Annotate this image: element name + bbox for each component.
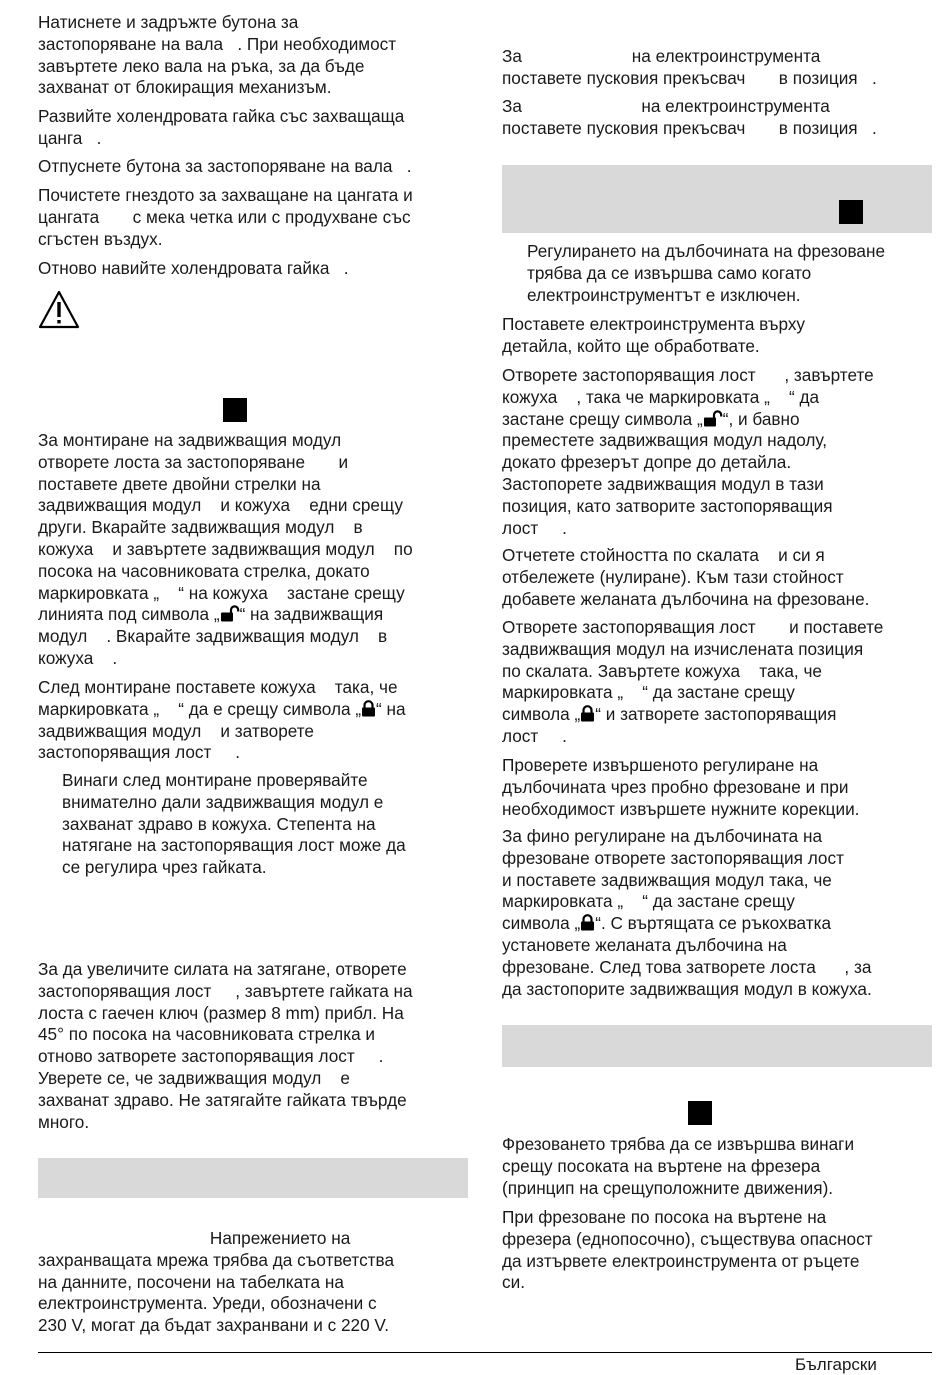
- text-line: по скалата. Завъртете кожуха така, че: [502, 660, 822, 681]
- text-line: цангата с мека четка или с продухване със: [38, 206, 411, 227]
- footer-language: Български: [795, 1355, 877, 1374]
- text-line: си.: [502, 1272, 525, 1293]
- text-line: маркировката „ “ да е срещу символа „ “ на: [38, 698, 406, 719]
- text-line: 230 V, могат да бъдат захранвани и с 220 V.: [38, 1315, 390, 1336]
- text-line: застане срещу символа „ “, и бавно: [502, 408, 800, 429]
- text-line: задвижващия модул и кожуха едни срещу: [38, 495, 403, 516]
- paragraph-switch-off: [502, 96, 877, 140]
- section-heading-band: [502, 1025, 932, 1067]
- text-line: маркировката „ “ на кожуха застане срещу: [38, 582, 405, 603]
- text-line: фрезера (еднопосочно), съществува опасност: [502, 1228, 873, 1249]
- text-line: Напрежението на: [38, 1228, 351, 1248]
- lock-open-icon: [703, 410, 723, 427]
- text-line: други. Вкарайте задвижващия модул в: [38, 517, 363, 538]
- text-line: детайла, който ще обработвате.: [502, 335, 760, 356]
- figure-marker-square: [223, 398, 247, 422]
- text-line: внимателно дали задвижващия модул е: [62, 791, 384, 812]
- text-line: Фрезоването трябва да се извършва винаги: [502, 1134, 855, 1154]
- paragraph-set-position: [502, 617, 883, 748]
- text-line: Застопорете задвижващия модул в тази: [502, 473, 824, 494]
- text-line: линията под символа „ “ на задвижващия: [38, 604, 384, 625]
- text-line: завъртете леко вала на ръка, за да бъде: [38, 55, 365, 76]
- paragraph-place-tool: [502, 314, 805, 358]
- text-line: За монтиране на задвижващия модул: [38, 430, 342, 450]
- paragraph-read-scale: [502, 545, 869, 610]
- text-line: срещу посоката на въртене на фрезера: [502, 1155, 821, 1176]
- text-line: кожуха и завъртете задвижващия модул по: [38, 538, 413, 559]
- lock-closed-icon: [361, 700, 376, 717]
- text-line: захванат здраво в кожуха. Степента на: [62, 813, 376, 834]
- text-line: трябва да се извършва само когато: [527, 262, 812, 283]
- paragraph-open-lever: [502, 365, 874, 539]
- lock-open-icon: [220, 605, 240, 622]
- text-line: кожуха .: [38, 647, 118, 668]
- text-line: на данните, посочени на табелката на: [38, 1271, 344, 1292]
- text-line: лоста с гаечен ключ (размер 8 mm) прибл. На: [38, 1002, 404, 1023]
- text-line: отбележете (нулиране). Към тази стойност: [502, 566, 844, 587]
- text-line: модул . Вкарайте задвижващия модул в: [38, 626, 388, 647]
- text-line: При фрезоване по посока на въртене на: [502, 1207, 827, 1227]
- text-line: Натиснете и задръжте бутона за: [38, 12, 299, 32]
- text-line: докато фрезерът допре до детайла.: [502, 452, 792, 473]
- paragraph-fine-adjust: [502, 826, 872, 1000]
- paragraph-shaft-lock: [38, 12, 396, 99]
- text-line: Отпуснете бутона за застопоряване на вала .: [38, 156, 412, 176]
- paragraph-increase-force: [38, 959, 413, 1133]
- text-line: електроинструмента. Уреди, обозначени с: [38, 1293, 377, 1314]
- paragraph-depth-note: [527, 241, 885, 306]
- text-line: натягане на застопоряващия лост може да: [62, 835, 406, 856]
- text-line: застопоряване на вала . При необходимост: [38, 33, 397, 54]
- footer-rule: [38, 1352, 932, 1353]
- lock-closed-icon: [580, 705, 595, 722]
- text-line: много.: [38, 1111, 90, 1132]
- text-line: За на електроинструмента: [502, 96, 830, 116]
- paragraph-union-nut: [38, 106, 404, 150]
- text-line: Регулирането на дълбочината на фрезоване: [527, 241, 886, 261]
- text-line: електроинструментът е изключен.: [527, 284, 801, 305]
- text-line: За на електроинструмента: [502, 46, 821, 66]
- paragraph-milling-direction: [502, 1134, 854, 1199]
- text-line: да изтървете електроинструмента от ръцете: [502, 1250, 860, 1271]
- text-line: маркировката „ “ да застане срещу: [502, 891, 795, 912]
- text-line: необходимост извършете нужните корекции.: [502, 798, 860, 819]
- text-line: захранващата мрежа трябва да съответства: [38, 1249, 395, 1270]
- text-line: позиция, като затворите застопоряващия: [502, 495, 833, 516]
- lock-closed-icon: [580, 914, 595, 931]
- text-line: се регулира чрез гайката.: [62, 857, 267, 878]
- paragraph-after-mount: [38, 677, 406, 764]
- text-line: сгъстен въздух.: [38, 228, 163, 249]
- warning-triangle-icon: [38, 290, 80, 330]
- text-line: 45° по посока на часовниковата стрелка и: [38, 1024, 376, 1045]
- text-line: застопоряващия лост , завъртете гайката на: [38, 980, 413, 1001]
- text-line: символа „ “ и затворете застопоряващия: [502, 704, 837, 725]
- text-line: поставете двете двойни стрелки на: [38, 473, 321, 494]
- text-line: След монтиране поставете кожуха така, че: [38, 677, 398, 697]
- text-line: поставете пусковия прекъсвач в позиция .: [502, 67, 877, 88]
- text-line: захванат здраво. Не затягайте гайката твърде: [38, 1089, 407, 1110]
- text-line: посока на часовниковата стрелка, докато: [38, 560, 370, 581]
- text-line: символа „ “. С въртящата се ръкохватка: [502, 913, 832, 934]
- text-line: захванат от блокиращия механизъм.: [38, 77, 332, 98]
- text-line: (принцип на срещуположните движения).: [502, 1177, 834, 1198]
- text-line: Проверете извършеното регулиране на: [502, 755, 819, 775]
- text-line: и поставете задвижващия модул така, че: [502, 869, 832, 890]
- text-line: задвижващия модул и затворете: [38, 720, 314, 741]
- figure-marker-square: [688, 1101, 712, 1125]
- paragraph-retighten-nut: [38, 258, 349, 280]
- text-line: Отворете застопоряващия лост и поставете: [502, 617, 884, 637]
- text-line: За фино регулиране на дълбочината на: [502, 826, 823, 846]
- text-line: лост .: [502, 517, 567, 538]
- text-line: Развийте холендровата гайка със захващаща: [38, 106, 405, 126]
- paragraph-release-button: [38, 156, 412, 178]
- text-line: фрезоване отворете застопоряващия лост: [502, 847, 844, 868]
- text-line: добавете желаната дълбочина на фрезоване.: [502, 588, 870, 609]
- text-line: да застопорите задвижващия модул в кожуха.: [502, 978, 872, 999]
- text-line: Отново навийте холендровата гайка .: [38, 258, 349, 278]
- text-line: Поставете електроинструмента върху: [502, 314, 806, 334]
- text-line: лост .: [502, 725, 567, 746]
- paragraph-mains-voltage: [38, 1228, 394, 1337]
- text-line: Отчетете стойността по скалата и си я: [502, 545, 825, 565]
- text-line: Уверете се, че задвижващия модул е: [38, 1067, 350, 1088]
- section-heading-band: [38, 1158, 468, 1198]
- text-line: задвижващия модул на изчислената позиция: [502, 638, 864, 659]
- paragraph-clean-collet: [38, 185, 413, 250]
- text-line: фрезоване. След това затворете лоста , за: [502, 956, 872, 977]
- text-line: Винаги след монтиране проверявайте: [62, 770, 368, 790]
- text-line: Почистете гнездото за захващане на цангата и: [38, 185, 413, 205]
- text-line: За да увеличите силата на затягане, отворете: [38, 959, 407, 979]
- text-line: Отворете застопоряващия лост , завъртете: [502, 365, 874, 385]
- paragraph-switch-on: [502, 46, 877, 90]
- text-line: маркировката „ “ да застане срещу: [502, 682, 795, 703]
- text-line: установете желаната дълбочина на: [502, 934, 787, 955]
- text-line: поставете пусковия прекъсвач в позиция .: [502, 117, 877, 138]
- paragraph-check-clamp: [62, 770, 406, 879]
- text-line: дълбочината чрез пробно фрезоване и при: [502, 776, 849, 797]
- text-line: кожуха , така че маркировката „ “ да: [502, 386, 820, 407]
- text-line: отворете лоста за застопоряване и: [38, 451, 349, 472]
- text-line: цанга .: [38, 127, 102, 148]
- section-heading-band: [502, 165, 932, 233]
- figure-marker-square: [839, 200, 863, 224]
- text-line: преместете задвижващия модул надолу,: [502, 430, 828, 451]
- paragraph-mount-motor: [38, 430, 413, 670]
- text-line: застопоряващия лост .: [38, 742, 241, 763]
- paragraph-climb-milling: [502, 1207, 873, 1294]
- text-line: отново затворете застопоряващия лост .: [38, 1046, 384, 1067]
- paragraph-test-cut: [502, 755, 859, 820]
